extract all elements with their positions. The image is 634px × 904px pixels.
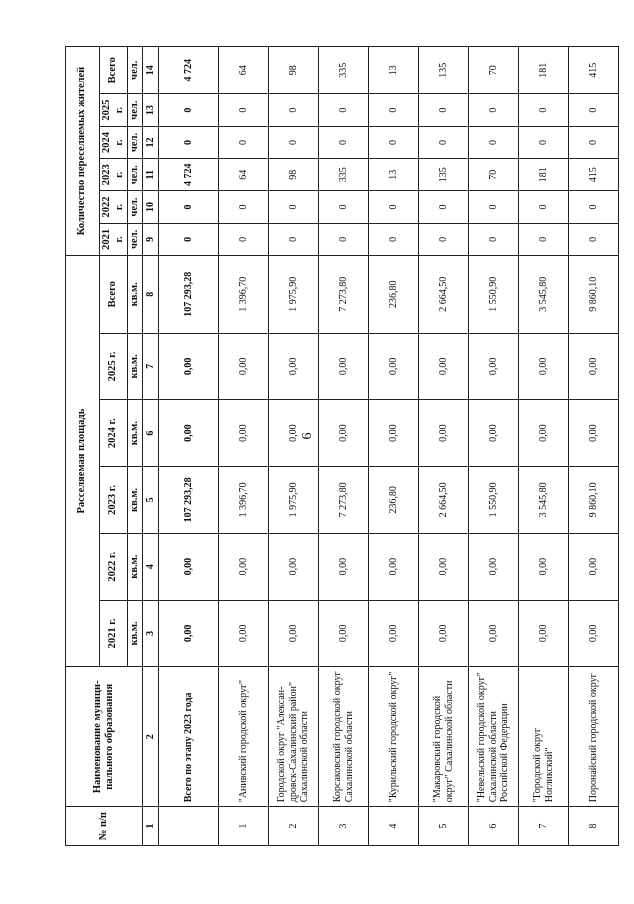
area-value: 0,00 [219,333,269,400]
header-area-unit: кв.м. [128,255,143,333]
row-number: 8 [569,807,619,846]
area-value: 0,00 [469,400,519,467]
people-value: 0 [419,94,469,126]
people-value: 0 [269,126,319,158]
header-people-group: Количество переселяемых жителей [66,47,100,256]
people-value: 181 [519,47,569,95]
table-body [159,47,619,846]
table-row [569,47,619,846]
row-number: 4 [369,807,419,846]
people-value: 135 [419,47,469,95]
table-row [319,47,369,846]
area-value: 0,00 [419,533,469,600]
people-value: 64 [219,47,269,95]
people-value: 70 [469,159,519,191]
people-value: 0 [269,223,319,255]
area-value: 0,00 [519,600,569,667]
area-value: 0,00 [319,400,369,467]
area-value: 0,00 [269,333,319,400]
area-value: 0,00 [269,400,319,467]
people-value: 0 [419,191,469,223]
header-people-year: 2021 г. [100,223,128,255]
area-value: 9 860,10 [569,467,619,534]
area-value: 0,00 [219,600,269,667]
header-area-year: 2022 г. [100,533,128,600]
header-area-unit: кв.м. [128,400,143,467]
area-value: 3 545,80 [519,255,569,333]
header-area-year: 2024 г. [100,400,128,467]
people-value: 0 [519,126,569,158]
area-value: 236,80 [369,255,419,333]
people-value: 0 [159,191,219,223]
column-number: 5 [143,467,159,534]
area-value: 0,00 [569,400,619,467]
area-value: 236,80 [369,467,419,534]
header-people-unit: чел. [128,126,143,158]
people-value: 0 [159,94,219,126]
table-row [219,47,269,846]
header-area-group: Расселяемая площадь [66,255,100,666]
row-number: 1 [219,807,269,846]
people-value: 0 [219,223,269,255]
header-area-unit: кв.м. [128,333,143,400]
rotated-table-container [65,46,634,846]
area-value: 0,00 [319,333,369,400]
people-value: 0 [159,126,219,158]
people-value: 0 [419,126,469,158]
row-name: "Курильский городской округ" [369,667,419,807]
column-number: 2 [143,667,159,807]
table-row [269,47,319,846]
people-value: 0 [369,191,419,223]
area-value: 0,00 [319,600,369,667]
people-value: 0 [419,223,469,255]
people-value: 0 [319,126,369,158]
area-value: 0,00 [319,533,369,600]
people-value: 0 [569,94,619,126]
people-value: 0 [159,223,219,255]
area-value: 1 396,70 [219,467,269,534]
area-value: 2 664,50 [419,467,469,534]
area-value: 0,00 [519,400,569,467]
area-value: 0,00 [469,333,519,400]
people-value: 135 [419,159,469,191]
area-value: 7 273,80 [319,255,369,333]
row-name: Всего по этапу 2023 года [159,667,219,807]
area-value: 0,00 [159,533,219,600]
people-value: 0 [569,126,619,158]
people-value: 415 [569,159,619,191]
people-value: 0 [569,223,619,255]
header-area-year: 2023 г. [100,467,128,534]
row-number: 3 [319,807,369,846]
people-value: 0 [369,94,419,126]
header-people-year: 2022 г. [100,191,128,223]
people-value: 98 [269,159,319,191]
column-number: 8 [143,255,159,333]
people-value: 13 [369,159,419,191]
area-value: 1 550,90 [469,255,519,333]
area-value: 0,00 [269,533,319,600]
area-value: 0,00 [369,600,419,667]
row-number: 7 [519,807,569,846]
area-value: 1 975,90 [269,255,319,333]
people-value: 0 [219,191,269,223]
header-row-column-numbers [143,47,159,846]
area-value: 0,00 [419,333,469,400]
people-value: 13 [369,47,419,95]
area-value: 0,00 [369,533,419,600]
row-number [159,807,219,846]
row-name: Городской округ "Алексан-дровск-Сахалинский район" Сахалинской области [269,667,319,807]
area-value: 0,00 [269,600,319,667]
column-number: 13 [143,94,159,126]
column-number: 1 [143,807,159,846]
area-value: 1 396,70 [219,255,269,333]
people-value: 415 [569,47,619,95]
header-people-unit: чел. [128,223,143,255]
header-row-groups [66,47,100,846]
column-number: 4 [143,533,159,600]
area-value: 0,00 [569,600,619,667]
people-value: 4 724 [159,159,219,191]
area-value: 0,00 [159,600,219,667]
row-number: 5 [419,807,469,846]
people-value: 181 [519,159,569,191]
area-value: 0,00 [569,333,619,400]
header-area-year: 2025 г. [100,333,128,400]
header-people-unit: чел. [128,47,143,95]
column-number: 10 [143,191,159,223]
people-value: 0 [219,126,269,158]
people-value: 0 [319,94,369,126]
row-name: "Невельский городской округ" Сахалинской области Российской Федерации [469,667,519,807]
area-value: 0,00 [469,600,519,667]
row-name: Корсаковский городской округ Сахалинской области [319,667,369,807]
area-value: 0,00 [519,333,569,400]
header-name: Наименование муници-пального образования [66,667,143,807]
column-number: 14 [143,47,159,95]
people-value: 0 [469,126,519,158]
column-number: 6 [143,400,159,467]
table-row [469,47,519,846]
row-name: "Макаровский городской округ" Сахалинской области [419,667,469,807]
people-value: 0 [269,191,319,223]
header-people-year: 2024 г. [100,126,128,158]
page-number: 6 [300,432,315,440]
header-area-unit: кв.м. [128,600,143,667]
row-name: Поронайский городской округ [569,667,619,807]
column-number: 12 [143,126,159,158]
people-value: 0 [469,191,519,223]
header-area-unit: кв.м. [128,533,143,600]
column-number: 11 [143,159,159,191]
area-value: 0,00 [419,600,469,667]
column-number: 7 [143,333,159,400]
people-value: 0 [319,191,369,223]
area-value: 0,00 [369,400,419,467]
people-value: 0 [319,223,369,255]
people-value: 335 [319,47,369,95]
row-number: 2 [269,807,319,846]
table-row [519,47,569,846]
header-people-year: 2023 г. [100,159,128,191]
area-value: 3 545,80 [519,467,569,534]
people-value: 0 [519,223,569,255]
people-value: 0 [369,126,419,158]
area-value: 107 293,28 [159,255,219,333]
people-value: 0 [469,223,519,255]
people-value: 4 724 [159,47,219,95]
area-value: 0,00 [419,400,469,467]
people-value: 0 [369,223,419,255]
total-row [159,47,219,846]
people-value: 0 [219,94,269,126]
area-value: 0,00 [159,400,219,467]
people-value: 98 [269,47,319,95]
header-area-year: 2021 г. [100,600,128,667]
column-number: 9 [143,223,159,255]
header-no: № п/п [66,807,143,846]
area-value: 0,00 [569,533,619,600]
header-people-unit: чел. [128,159,143,191]
people-value: 335 [319,159,369,191]
resettlement-table [65,46,619,846]
people-value: 0 [519,94,569,126]
row-name: "Городской округ Ногликский" [519,667,569,807]
header-area-year: Всего [100,255,128,333]
area-value: 0,00 [159,333,219,400]
header-people-unit: чел. [128,94,143,126]
row-name: "Анивский городской округ" [219,667,269,807]
people-value: 0 [569,191,619,223]
area-value: 7 273,80 [319,467,369,534]
header-people-year: Всего [100,47,128,95]
area-value: 0,00 [519,533,569,600]
header-people-year: 2025 г. [100,94,128,126]
people-value: 64 [219,159,269,191]
column-number: 3 [143,600,159,667]
people-value: 70 [469,47,519,95]
people-value: 0 [469,94,519,126]
table-row [369,47,419,846]
people-value: 0 [269,94,319,126]
area-value: 1 975,90 [269,467,319,534]
area-value: 0,00 [369,333,419,400]
people-value: 0 [519,191,569,223]
area-value: 1 550,90 [469,467,519,534]
row-number: 6 [469,807,519,846]
area-value: 9 860,10 [569,255,619,333]
table-row [419,47,469,846]
area-value: 0,00 [219,400,269,467]
area-value: 0,00 [469,533,519,600]
area-value: 107 293,28 [159,467,219,534]
header-people-unit: чел. [128,191,143,223]
area-value: 0,00 [219,533,269,600]
header-area-unit: кв.м. [128,467,143,534]
area-value: 2 664,50 [419,255,469,333]
